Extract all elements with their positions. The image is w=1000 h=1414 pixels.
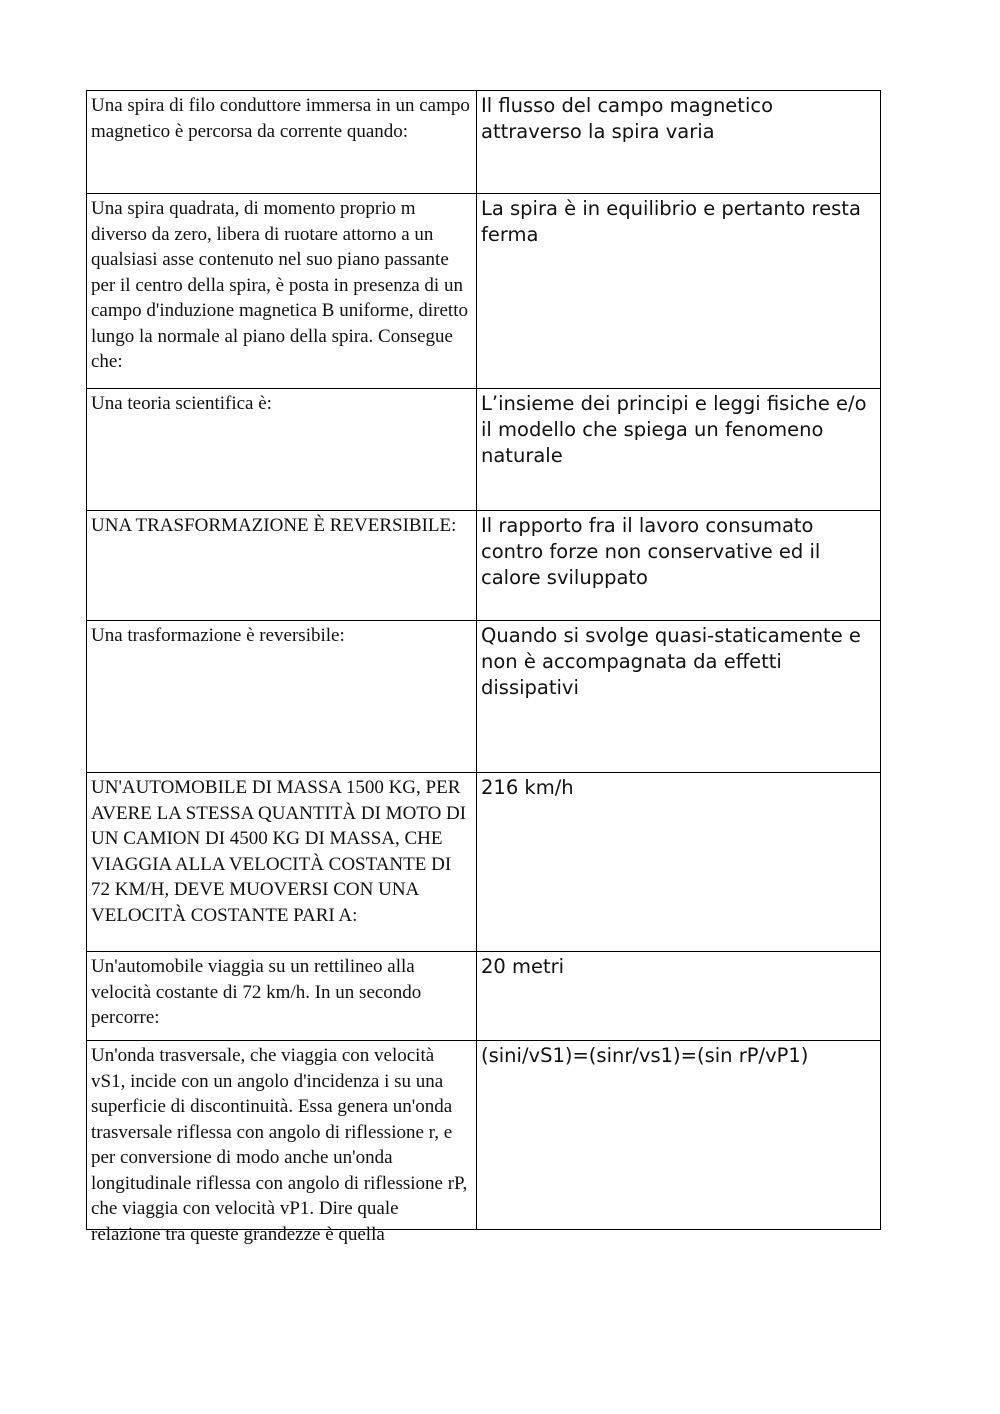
table-row [87,194,881,389]
table-row [87,1041,881,1230]
question-cell: Una spira quadrata, di momento proprio m diverso da zero, libera di ruotare attorno a un qualsiasi asse contenuto nel suo piano passante per il centro della spira, è posta in presenza di un campo d'induzione magnetica B uniforme, diretto lungo la normale al piano della spira. Consegue che: [87,194,477,389]
question-text: Un'onda trasversale, che viaggia con velocità vS1, incide con un angolo d'incidenza i su una superficie di discontinuità. Essa genera un'onda trasversale riflessa con angolo di riflessione r, e per conversione di modo anche un'onda longitudinale riflessa con angolo di riflessione rP, che viaggia con velocità vP1. Dire quale relazione tra queste grandezze è quella [91,1045,468,1245]
qa-table [86,90,881,1245]
answer-cell: L’insieme dei principi e leggi fisiche e/o il modello che spiega un fenomeno naturale [477,389,881,511]
question-cell: UN'AUTOMOBILE DI MASSA 1500 KG, PER AVERE LA STESSA QUANTITÀ DI MOTO DI UN CAMION DI 4500 KG DI MASSA, CHE VIAGGIA ALLA VELOCITÀ COSTANTE DI 72 KM/H, DEVE MUOVERSI CON UNA VELOCITÀ COSTANTE PARI A: [87,773,477,952]
table-row [87,773,881,952]
answer-cell: Il rapporto fra il lavoro consumato contro forze non conservative ed il calore sviluppato [477,511,881,621]
question-cell-clipped [87,1041,477,1245]
answer-cell: (sini/vS1)=(sinr/vs1)=(sin rP/vP1) [477,1041,881,1230]
question-cell: Una trasformazione è reversibile: [87,621,477,773]
answer-cell: La spira è in equilibrio e pertanto resta ferma [477,194,881,389]
answer-cell: Quando si svolge quasi-staticamente e non è accompagnata da effetti dissipativi [477,621,881,773]
question-cell: UNA TRASFORMAZIONE È REVERSIBILE: [87,511,477,621]
question-cell: Un'automobile viaggia su un rettilineo alla velocità costante di 72 km/h. In un secondo percorre: [87,952,477,1041]
question-cell: Una teoria scientifica è: [87,389,477,511]
answer-cell: 216 km/h [477,773,881,952]
answer-cell: 20 metri [477,952,881,1041]
table-row [87,952,881,1041]
table-row [87,389,881,511]
table-row [87,91,881,194]
table-row [87,511,881,621]
answer-cell: Il flusso del campo magnetico attraverso la spira varia [477,91,881,194]
table-row [87,621,881,773]
question-cell: Una spira di filo conduttore immersa in un campo magnetico è percorsa da corrente quando: [87,91,477,194]
